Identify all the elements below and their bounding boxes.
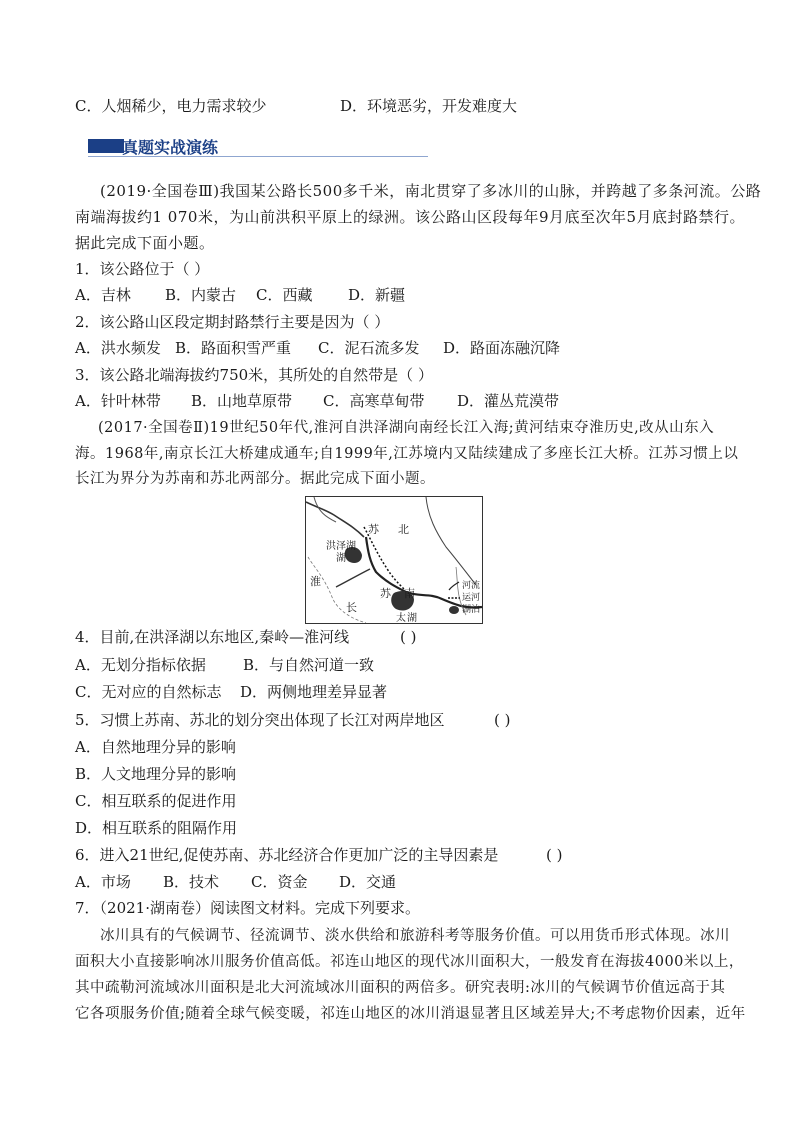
map-label-hu2: 湖 (407, 613, 417, 624)
map-label-su2: 苏 (380, 587, 391, 600)
coastline (426, 497, 476, 585)
map-label-tai: 太 (396, 613, 406, 624)
q3-option-d: D．灌丛荒漠带 (457, 392, 560, 410)
banner-bar-decoration (88, 139, 124, 153)
section-title: 真题实战演练 (122, 138, 219, 157)
question-6-options (75, 872, 396, 892)
map-label-hu: 湖 (336, 553, 346, 564)
q7-line-1: 冰川具有的气候调节、径流调节、淡水供给和旅游科考等服务价值。可以用货币形式体现。冰川 (100, 928, 730, 944)
q5-option-d: D．相互联系的阻隔作用 (75, 819, 238, 837)
q6-option-a: A．市场 (75, 873, 131, 891)
map-label-chang: 长 (346, 601, 357, 614)
q4-option-b: B．与自然河道一致 (243, 656, 375, 674)
q6-option-b: B．技术 (163, 873, 220, 891)
section-banner (88, 134, 428, 158)
question-5: 5．习惯上苏南、苏北的划分突出体现了长江对两岸地区 (75, 711, 445, 729)
option-c-top: C．人烟稀少，电力需求较少 (75, 97, 267, 115)
province-border (308, 557, 366, 623)
q3-option-b: B．山地草原带 (191, 392, 293, 410)
question-6-paren: ( ) (546, 846, 563, 864)
g1-intro-line-1: (2019·全国卷Ⅲ)我国某公路长500多千米，南北贯穿了多冰川的山脉，并跨越了多条河流。公路 (100, 182, 762, 200)
q3-option-c: C．高寒草甸带 (323, 392, 425, 410)
q1-option-b: B．内蒙古 (165, 286, 237, 304)
map-label-huai: 淮 (310, 575, 321, 588)
q1-option-a: A．吉林 (75, 286, 131, 304)
q2-option-d: D．路面冻融沉降 (443, 339, 561, 357)
question-2: 2．该公路山区段定期封路禁行主要是因为（ ） (75, 313, 390, 331)
option-d-top: D．环境恶劣，开发难度大 (340, 97, 518, 115)
q5-option-c: C．相互联系的促进作用 (75, 792, 237, 810)
g2-intro-line-3: 长江为界分为苏南和苏北两部分。据此完成下面小题。 (75, 471, 435, 487)
question-7-title: 7．（2021·湖南卷）阅读图文材料。完成下列要求。 (75, 899, 420, 917)
legend-river-label: 河流 (462, 581, 481, 591)
map-label-bei: 北 (398, 523, 409, 536)
q5-option-a: A．自然地理分异的影响 (75, 738, 236, 756)
map-label-hongze: 洪泽湖 (326, 541, 356, 552)
q3-option-a: A．针叶林带 (75, 392, 161, 410)
q6-option-c: C．资金 (251, 873, 308, 891)
river-north (306, 502, 364, 537)
q2-option-b: B．路面积雪严重 (175, 339, 292, 357)
q2-option-c: C．泥石流多发 (318, 339, 420, 357)
question-4-options (75, 655, 374, 675)
question-4-options-2 (75, 682, 387, 702)
map-label-nan: 南 (404, 587, 415, 600)
question-2-options (75, 338, 560, 358)
question-1: 1．该公路位于（ ） (75, 260, 210, 278)
g1-intro-line-2: 南端海拔约1 070米，为山前洪积平原上的绿洲。该公路山区段每年9月底至次年5月底封路禁行。 (75, 208, 746, 226)
q6-option-d: D．交通 (339, 873, 397, 891)
canal-symbol-icon (448, 592, 460, 604)
question-4: 4．目前,在洪泽湖以东地区,秦岭—淮河线 (75, 628, 350, 646)
q1-option-d: D．新疆 (348, 286, 406, 304)
question-3-options (75, 391, 559, 411)
g2-intro-line-2: 海。1968年,南京长江大桥建成通车;自1999年,江苏境内又陆续建成了多座长江大桥。江苏习惯上以 (75, 446, 739, 462)
g1-intro-line-3: 据此完成下面小题。 (75, 234, 215, 252)
legend-canal-label: 运河 (462, 593, 481, 603)
question-3: 3．该公路北端海拔约750米，其所处的自然带是（ ） (75, 366, 433, 384)
legend-lake-label: 湖泊 (462, 605, 481, 615)
q4-option-c: C．无对应的自然标志 (75, 683, 222, 701)
question-1-options (75, 285, 405, 305)
q1-option-c: C．西藏 (256, 286, 313, 304)
g2-intro-line-1: (2017·全国卷Ⅱ)19世纪50年代,淮河自洪泽湖向南经长江入海;黄河结束夺淮历史,改从山东入 (98, 420, 715, 436)
huai-river (336, 569, 370, 587)
q7-line-2: 面积大小直接影响冰川服务价值高低。祁连山地区的现代冰川面积大，一般发育在海拔4000米以上， (75, 954, 744, 970)
question-5-paren: ( ) (494, 711, 511, 729)
lake-symbol-icon (448, 604, 460, 616)
q7-line-3: 其中疏勒河流域冰川面积是北大河流域冰川面积的两倍多。研究表明:冰川的气候调节价值远高于其 (75, 980, 726, 996)
q4-option-d: D．两侧地理差异显著 (240, 683, 388, 701)
q7-line-4: 它各项服务价值;随着全球气候变暖，祁连山地区的冰川消退显著且区域差异大;不考虑物价因素，近年 (75, 1006, 746, 1022)
river-symbol-icon (448, 580, 460, 592)
q2-option-a: A．洪水频发 (75, 339, 161, 357)
q5-option-b: B．人文地理分异的影响 (75, 765, 237, 783)
map-label-su: 苏 (368, 523, 379, 536)
question-6: 6．进入21世纪,促使苏南、苏北经济合作更加广泛的主导因素是 (75, 846, 499, 864)
q4-option-a: A．无划分指标依据 (75, 656, 206, 674)
question-4-paren: ( ) (400, 628, 417, 646)
